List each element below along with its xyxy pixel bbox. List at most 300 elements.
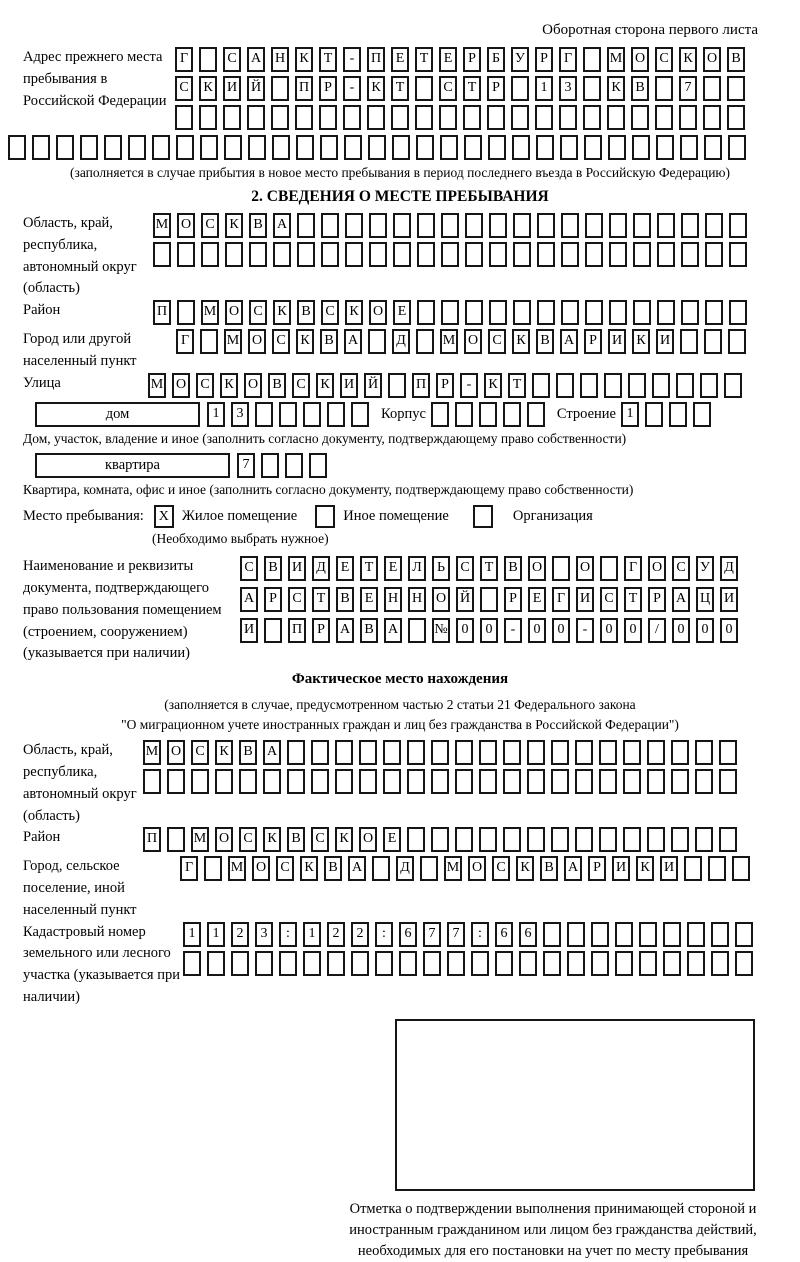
- char-cell[interactable]: [495, 951, 513, 976]
- char-cell[interactable]: П: [153, 300, 171, 325]
- char-cell[interactable]: 0: [600, 618, 618, 643]
- char-cell[interactable]: К: [300, 856, 318, 881]
- char-cell[interactable]: [225, 242, 243, 267]
- char-cell[interactable]: [705, 300, 723, 325]
- char-cell[interactable]: М: [440, 329, 458, 354]
- char-cell[interactable]: [399, 951, 417, 976]
- char-cell[interactable]: Т: [360, 556, 378, 581]
- char-cell[interactable]: [345, 213, 363, 238]
- char-cell[interactable]: [671, 827, 689, 852]
- char-cell[interactable]: К: [345, 300, 363, 325]
- char-cell[interactable]: [711, 951, 729, 976]
- char-cell[interactable]: Н: [271, 47, 289, 72]
- char-cell[interactable]: [200, 135, 218, 160]
- char-cell[interactable]: А: [336, 618, 354, 643]
- char-cell[interactable]: [705, 242, 723, 267]
- char-cell[interactable]: [631, 105, 649, 130]
- char-cell[interactable]: [303, 951, 321, 976]
- char-cell[interactable]: [489, 213, 507, 238]
- char-cell[interactable]: [455, 402, 473, 427]
- char-cell[interactable]: Т: [624, 587, 642, 612]
- char-cell[interactable]: М: [153, 213, 171, 238]
- char-cell[interactable]: [367, 105, 385, 130]
- char-cell[interactable]: 0: [720, 618, 738, 643]
- char-cell[interactable]: [431, 827, 449, 852]
- char-cell[interactable]: Б: [487, 47, 505, 72]
- char-cell[interactable]: [705, 213, 723, 238]
- char-cell[interactable]: Р: [463, 47, 481, 72]
- char-cell[interactable]: [727, 76, 745, 101]
- char-cell[interactable]: [417, 300, 435, 325]
- char-cell[interactable]: В: [536, 329, 554, 354]
- char-cell[interactable]: [447, 951, 465, 976]
- char-cell[interactable]: /: [648, 618, 666, 643]
- char-cell[interactable]: 7: [423, 922, 441, 947]
- char-cell[interactable]: [503, 402, 521, 427]
- char-cell[interactable]: 2: [231, 922, 249, 947]
- char-cell[interactable]: [645, 402, 663, 427]
- char-cell[interactable]: [273, 242, 291, 267]
- char-cell[interactable]: [249, 242, 267, 267]
- char-cell[interactable]: [423, 951, 441, 976]
- char-cell[interactable]: К: [296, 329, 314, 354]
- char-cell[interactable]: [479, 740, 497, 765]
- char-cell[interactable]: [440, 135, 458, 160]
- char-cell[interactable]: [623, 769, 641, 794]
- char-cell[interactable]: [255, 402, 273, 427]
- char-cell[interactable]: Р: [319, 76, 337, 101]
- char-cell[interactable]: [575, 769, 593, 794]
- char-cell[interactable]: [728, 329, 746, 354]
- char-cell[interactable]: С: [492, 856, 510, 881]
- char-cell[interactable]: [487, 105, 505, 130]
- char-cell[interactable]: [647, 740, 665, 765]
- char-cell[interactable]: П: [295, 76, 313, 101]
- char-cell[interactable]: Р: [648, 587, 666, 612]
- char-cell[interactable]: [393, 242, 411, 267]
- char-cell[interactable]: [503, 827, 521, 852]
- char-cell[interactable]: О: [359, 827, 377, 852]
- char-cell[interactable]: А: [560, 329, 578, 354]
- char-cell[interactable]: С: [321, 300, 339, 325]
- char-cell[interactable]: Р: [487, 76, 505, 101]
- char-cell[interactable]: [704, 135, 722, 160]
- char-cell[interactable]: [583, 47, 601, 72]
- char-cell[interactable]: С: [175, 76, 193, 101]
- char-cell[interactable]: [152, 135, 170, 160]
- char-cell[interactable]: [599, 769, 617, 794]
- char-cell[interactable]: 0: [624, 618, 642, 643]
- char-cell[interactable]: 3: [255, 922, 273, 947]
- char-cell[interactable]: [287, 740, 305, 765]
- char-cell[interactable]: [32, 135, 50, 160]
- char-cell[interactable]: А: [344, 329, 362, 354]
- char-cell[interactable]: [537, 213, 555, 238]
- char-cell[interactable]: [489, 300, 507, 325]
- char-cell[interactable]: О: [464, 329, 482, 354]
- char-cell[interactable]: [680, 329, 698, 354]
- char-cell[interactable]: 7: [679, 76, 697, 101]
- char-cell[interactable]: [513, 213, 531, 238]
- char-cell[interactable]: С: [488, 329, 506, 354]
- char-cell[interactable]: [503, 769, 521, 794]
- char-cell[interactable]: М: [224, 329, 242, 354]
- char-cell[interactable]: [471, 951, 489, 976]
- char-cell[interactable]: [561, 300, 579, 325]
- char-cell[interactable]: П: [412, 373, 430, 398]
- char-cell[interactable]: О: [215, 827, 233, 852]
- char-cell[interactable]: [153, 242, 171, 267]
- char-cell[interactable]: Д: [312, 556, 330, 581]
- char-cell[interactable]: М: [201, 300, 219, 325]
- char-cell[interactable]: [177, 242, 195, 267]
- char-cell[interactable]: С: [272, 329, 290, 354]
- char-cell[interactable]: -: [460, 373, 478, 398]
- char-cell[interactable]: Е: [439, 47, 457, 72]
- char-cell[interactable]: [681, 213, 699, 238]
- char-cell[interactable]: Н: [408, 587, 426, 612]
- char-cell[interactable]: А: [263, 740, 281, 765]
- char-cell[interactable]: [104, 135, 122, 160]
- char-cell[interactable]: К: [220, 373, 238, 398]
- char-cell[interactable]: [393, 213, 411, 238]
- char-cell[interactable]: [368, 329, 386, 354]
- char-cell[interactable]: И: [720, 587, 738, 612]
- char-cell[interactable]: С: [240, 556, 258, 581]
- char-cell[interactable]: [239, 769, 257, 794]
- char-cell[interactable]: В: [320, 329, 338, 354]
- char-cell[interactable]: [480, 587, 498, 612]
- char-cell[interactable]: [535, 105, 553, 130]
- char-cell[interactable]: А: [247, 47, 265, 72]
- char-cell[interactable]: [247, 105, 265, 130]
- char-cell[interactable]: В: [249, 213, 267, 238]
- char-cell[interactable]: Т: [391, 76, 409, 101]
- char-cell[interactable]: [441, 300, 459, 325]
- char-cell[interactable]: [655, 105, 673, 130]
- char-cell[interactable]: И: [656, 329, 674, 354]
- char-cell[interactable]: Р: [504, 587, 522, 612]
- char-cell[interactable]: Е: [383, 827, 401, 852]
- char-cell[interactable]: [511, 105, 529, 130]
- char-cell[interactable]: С: [276, 856, 294, 881]
- char-cell[interactable]: [703, 105, 721, 130]
- char-cell[interactable]: А: [672, 587, 690, 612]
- checkbox-zhiloe[interactable]: X: [154, 505, 174, 528]
- char-cell[interactable]: [431, 740, 449, 765]
- char-cell[interactable]: В: [540, 856, 558, 881]
- char-cell[interactable]: [463, 105, 481, 130]
- char-cell[interactable]: [264, 618, 282, 643]
- char-cell[interactable]: [561, 242, 579, 267]
- char-cell[interactable]: [679, 105, 697, 130]
- char-cell[interactable]: [695, 827, 713, 852]
- char-cell[interactable]: В: [504, 556, 522, 581]
- char-cell[interactable]: [543, 951, 561, 976]
- char-cell[interactable]: [372, 856, 390, 881]
- char-cell[interactable]: К: [295, 47, 313, 72]
- char-cell[interactable]: [303, 402, 321, 427]
- char-cell[interactable]: [567, 951, 585, 976]
- char-cell[interactable]: [551, 827, 569, 852]
- char-cell[interactable]: [575, 827, 593, 852]
- char-cell[interactable]: И: [612, 856, 630, 881]
- char-cell[interactable]: К: [512, 329, 530, 354]
- char-cell[interactable]: [383, 740, 401, 765]
- char-cell[interactable]: [321, 242, 339, 267]
- char-cell[interactable]: Е: [393, 300, 411, 325]
- char-cell[interactable]: [327, 402, 345, 427]
- char-cell[interactable]: [176, 135, 194, 160]
- char-cell[interactable]: [633, 300, 651, 325]
- char-cell[interactable]: [561, 213, 579, 238]
- char-cell[interactable]: [407, 740, 425, 765]
- char-cell[interactable]: [600, 556, 618, 581]
- char-cell[interactable]: С: [655, 47, 673, 72]
- char-cell[interactable]: [711, 922, 729, 947]
- char-cell[interactable]: [671, 740, 689, 765]
- char-cell[interactable]: [204, 856, 222, 881]
- char-cell[interactable]: А: [240, 587, 258, 612]
- char-cell[interactable]: П: [143, 827, 161, 852]
- char-cell[interactable]: [551, 740, 569, 765]
- char-cell[interactable]: [585, 300, 603, 325]
- char-cell[interactable]: [177, 300, 195, 325]
- char-cell[interactable]: [285, 453, 303, 478]
- char-cell[interactable]: П: [288, 618, 306, 643]
- char-cell[interactable]: 3: [559, 76, 577, 101]
- char-cell[interactable]: 7: [237, 453, 255, 478]
- char-cell[interactable]: [513, 300, 531, 325]
- char-cell[interactable]: [248, 135, 266, 160]
- char-cell[interactable]: [345, 242, 363, 267]
- char-cell[interactable]: М: [228, 856, 246, 881]
- char-cell[interactable]: :: [471, 922, 489, 947]
- char-cell[interactable]: К: [263, 827, 281, 852]
- char-cell[interactable]: В: [239, 740, 257, 765]
- char-cell[interactable]: [420, 856, 438, 881]
- char-cell[interactable]: 1: [621, 402, 639, 427]
- char-cell[interactable]: В: [264, 556, 282, 581]
- char-cell[interactable]: [727, 105, 745, 130]
- char-cell[interactable]: О: [468, 856, 486, 881]
- char-cell[interactable]: О: [172, 373, 190, 398]
- char-cell[interactable]: [261, 453, 279, 478]
- char-cell[interactable]: Т: [463, 76, 481, 101]
- char-cell[interactable]: -: [343, 76, 361, 101]
- char-cell[interactable]: [632, 135, 650, 160]
- char-cell[interactable]: Р: [584, 329, 602, 354]
- char-cell[interactable]: [201, 242, 219, 267]
- char-cell[interactable]: [455, 827, 473, 852]
- char-cell[interactable]: [532, 373, 550, 398]
- char-cell[interactable]: [319, 105, 337, 130]
- char-cell[interactable]: [657, 242, 675, 267]
- char-cell[interactable]: [663, 951, 681, 976]
- char-cell[interactable]: [351, 951, 369, 976]
- char-cell[interactable]: П: [367, 47, 385, 72]
- char-cell[interactable]: 1: [183, 922, 201, 947]
- char-cell[interactable]: [388, 373, 406, 398]
- char-cell[interactable]: [416, 329, 434, 354]
- char-cell[interactable]: М: [191, 827, 209, 852]
- char-cell[interactable]: [669, 402, 687, 427]
- char-cell[interactable]: К: [225, 213, 243, 238]
- char-cell[interactable]: [639, 922, 657, 947]
- char-cell[interactable]: М: [607, 47, 625, 72]
- char-cell[interactable]: Г: [180, 856, 198, 881]
- char-cell[interactable]: [465, 213, 483, 238]
- char-cell[interactable]: [591, 922, 609, 947]
- char-cell[interactable]: 6: [399, 922, 417, 947]
- char-cell[interactable]: [512, 135, 530, 160]
- char-cell[interactable]: №: [432, 618, 450, 643]
- char-cell[interactable]: [441, 242, 459, 267]
- char-cell[interactable]: [255, 951, 273, 976]
- char-cell[interactable]: Р: [535, 47, 553, 72]
- char-cell[interactable]: [628, 373, 646, 398]
- char-cell[interactable]: Ь: [432, 556, 450, 581]
- char-cell[interactable]: [231, 951, 249, 976]
- char-cell[interactable]: [309, 453, 327, 478]
- char-cell[interactable]: [657, 213, 675, 238]
- char-cell[interactable]: [344, 135, 362, 160]
- char-cell[interactable]: К: [516, 856, 534, 881]
- char-cell[interactable]: Г: [559, 47, 577, 72]
- char-cell[interactable]: [656, 135, 674, 160]
- char-cell[interactable]: [584, 135, 602, 160]
- char-cell[interactable]: [199, 105, 217, 130]
- char-cell[interactable]: [439, 105, 457, 130]
- char-cell[interactable]: О: [252, 856, 270, 881]
- char-cell[interactable]: [415, 76, 433, 101]
- char-cell[interactable]: [191, 769, 209, 794]
- char-cell[interactable]: [615, 922, 633, 947]
- char-cell[interactable]: [80, 135, 98, 160]
- char-cell[interactable]: В: [324, 856, 342, 881]
- char-cell[interactable]: [732, 856, 750, 881]
- char-cell[interactable]: [519, 951, 537, 976]
- char-cell[interactable]: [207, 951, 225, 976]
- char-cell[interactable]: [556, 373, 574, 398]
- char-cell[interactable]: С: [288, 587, 306, 612]
- char-cell[interactable]: Т: [415, 47, 433, 72]
- char-cell[interactable]: [735, 951, 753, 976]
- char-cell[interactable]: [609, 242, 627, 267]
- char-cell[interactable]: [729, 213, 747, 238]
- char-cell[interactable]: У: [511, 47, 529, 72]
- char-cell[interactable]: 2: [327, 922, 345, 947]
- char-cell[interactable]: [431, 769, 449, 794]
- char-cell[interactable]: [676, 373, 694, 398]
- char-cell[interactable]: [700, 373, 718, 398]
- char-cell[interactable]: [368, 135, 386, 160]
- char-cell[interactable]: [537, 300, 555, 325]
- char-cell[interactable]: А: [384, 618, 402, 643]
- char-cell[interactable]: О: [177, 213, 195, 238]
- char-cell[interactable]: [489, 242, 507, 267]
- char-cell[interactable]: [527, 402, 545, 427]
- char-cell[interactable]: С: [239, 827, 257, 852]
- char-cell[interactable]: 0: [552, 618, 570, 643]
- char-cell[interactable]: [633, 213, 651, 238]
- char-cell[interactable]: С: [439, 76, 457, 101]
- char-cell[interactable]: [223, 105, 241, 130]
- char-cell[interactable]: :: [375, 922, 393, 947]
- char-cell[interactable]: 1: [207, 402, 225, 427]
- char-cell[interactable]: [681, 242, 699, 267]
- char-cell[interactable]: О: [432, 587, 450, 612]
- char-cell[interactable]: [415, 105, 433, 130]
- char-cell[interactable]: У: [696, 556, 714, 581]
- char-cell[interactable]: 0: [528, 618, 546, 643]
- char-cell[interactable]: [175, 105, 193, 130]
- char-cell[interactable]: И: [608, 329, 626, 354]
- char-cell[interactable]: Ц: [696, 587, 714, 612]
- char-cell[interactable]: Й: [247, 76, 265, 101]
- char-cell[interactable]: Г: [552, 587, 570, 612]
- char-cell[interactable]: [183, 951, 201, 976]
- char-cell[interactable]: [639, 951, 657, 976]
- char-cell[interactable]: К: [215, 740, 233, 765]
- char-cell[interactable]: [417, 213, 435, 238]
- char-cell[interactable]: Т: [508, 373, 526, 398]
- char-cell[interactable]: [271, 105, 289, 130]
- char-cell[interactable]: [608, 135, 626, 160]
- char-cell[interactable]: [455, 740, 473, 765]
- char-cell[interactable]: [200, 329, 218, 354]
- char-cell[interactable]: [680, 135, 698, 160]
- char-cell[interactable]: И: [288, 556, 306, 581]
- char-cell[interactable]: Е: [336, 556, 354, 581]
- char-cell[interactable]: [543, 922, 561, 947]
- char-cell[interactable]: [479, 827, 497, 852]
- char-cell[interactable]: [351, 402, 369, 427]
- char-cell[interactable]: [311, 740, 329, 765]
- char-cell[interactable]: [343, 105, 361, 130]
- char-cell[interactable]: М: [143, 740, 161, 765]
- char-cell[interactable]: [724, 373, 742, 398]
- char-cell[interactable]: 0: [696, 618, 714, 643]
- char-cell[interactable]: [407, 827, 425, 852]
- char-cell[interactable]: [703, 76, 721, 101]
- char-cell[interactable]: [585, 213, 603, 238]
- char-cell[interactable]: В: [360, 618, 378, 643]
- char-cell[interactable]: С: [191, 740, 209, 765]
- char-cell[interactable]: Й: [456, 587, 474, 612]
- char-cell[interactable]: Е: [391, 47, 409, 72]
- char-cell[interactable]: 0: [456, 618, 474, 643]
- char-cell[interactable]: [585, 242, 603, 267]
- char-cell[interactable]: [167, 769, 185, 794]
- char-cell[interactable]: [383, 769, 401, 794]
- char-cell[interactable]: Е: [384, 556, 402, 581]
- char-cell[interactable]: [609, 213, 627, 238]
- char-cell[interactable]: [327, 951, 345, 976]
- char-cell[interactable]: [464, 135, 482, 160]
- char-cell[interactable]: [647, 769, 665, 794]
- char-cell[interactable]: [671, 769, 689, 794]
- char-cell[interactable]: К: [607, 76, 625, 101]
- char-cell[interactable]: К: [367, 76, 385, 101]
- char-cell[interactable]: -: [343, 47, 361, 72]
- char-cell[interactable]: В: [631, 76, 649, 101]
- char-cell[interactable]: 7: [447, 922, 465, 947]
- char-cell[interactable]: [287, 769, 305, 794]
- char-cell[interactable]: [369, 213, 387, 238]
- char-cell[interactable]: [560, 135, 578, 160]
- char-cell[interactable]: [263, 769, 281, 794]
